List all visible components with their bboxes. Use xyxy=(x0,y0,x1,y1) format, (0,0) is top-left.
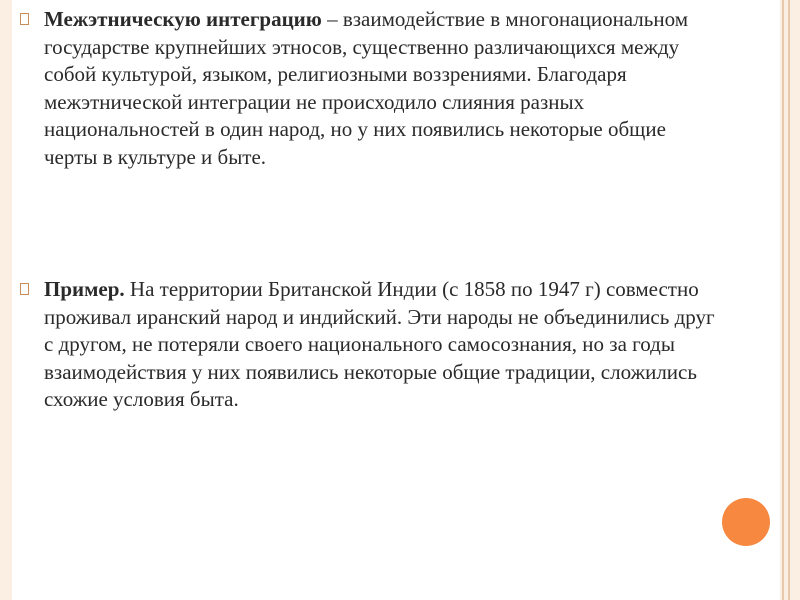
definition-term: Межэтническую интеграцию xyxy=(44,7,322,31)
example-term: Пример. xyxy=(44,277,125,301)
paragraph-text xyxy=(44,276,720,414)
paragraph-definition xyxy=(20,6,720,171)
slide-content xyxy=(12,0,780,600)
square-bullet-icon xyxy=(20,13,29,25)
decorative-rule xyxy=(788,0,790,600)
decorative-rule xyxy=(782,0,784,600)
orange-circle-icon xyxy=(722,498,770,546)
example-body: На территории Британской Индии (с 1858 по 1947 г) совместно проживал иранский народ и индийский. Эти народы не объединились друг с другом, не потеряли своего национального самосознания, но за годы взаимодействия у них появились некоторые общие традиции, сложились схожие условия быта. xyxy=(44,277,715,411)
square-bullet-icon xyxy=(20,283,29,295)
paragraph-example xyxy=(20,276,720,414)
definition-body: – взаимодействие в многонациональном государстве крупнейших этносов, существенно различающихся между собой культурой, языком, религиозными воззрениями. Благодаря межэтнической интеграции не происходило слияния разных национальностей в один народ, но у них появились некоторые общие черты в культуре и быте. xyxy=(44,7,688,169)
paragraph-text xyxy=(44,6,720,171)
